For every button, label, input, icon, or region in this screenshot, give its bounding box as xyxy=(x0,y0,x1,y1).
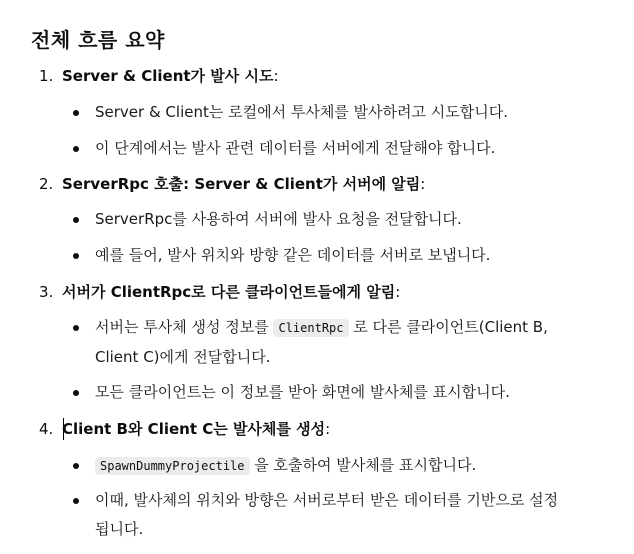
step-title: 서버가 ClientRpc로 다른 클라이언트들에게 알림 xyxy=(62,283,396,301)
bullet-text: 이 단계에서는 발사 관련 데이터를 서버에게 전달해야 합니다. xyxy=(95,139,496,157)
inline-code: ClientRpc xyxy=(273,319,348,337)
bullet-dot xyxy=(73,498,79,504)
bullet-text: 이때, 발사체의 위치와 방향은 서버로부터 받은 데이터를 기반으로 설정 됩니다. xyxy=(95,491,559,538)
bullet-text: SpawnDummyProjectile 을 호출하여 발사체를 표시합니다. xyxy=(95,451,610,481)
bullet-dot xyxy=(73,390,79,396)
step-number: 3. xyxy=(39,283,54,301)
bullet-text: Server & Client는 로컬에서 투사체를 발사하려고 시도합니다. xyxy=(95,103,508,121)
bullet-dot xyxy=(73,217,79,223)
bullet-text: 모든 클라이언트는 이 정보를 받아 화면에 발사체를 표시합니다. xyxy=(95,383,510,401)
bullet-text: ServerRpc를 사용하여 서버에 발사 요청을 전달합니다. xyxy=(95,210,462,228)
bullet-text: 예를 들어, 발사 위치와 방향 같은 데이터를 서버로 보냅니다. xyxy=(95,246,491,264)
bullet-text: 서버는 투사체 생성 정보를 ClientRpc 로 다른 클라이언트(Client B, Client C)에게 전달합니다. xyxy=(95,318,548,366)
section-title: 전체 흐름 요약 xyxy=(31,28,165,52)
step-number: 2. xyxy=(39,175,54,193)
summary-document: 전체 흐름 요약 1. Server & Client가 발사 시도: Server & Client는 로컬에서 투사체를 발사하려고 시도합니다. 이 단계에서는 발사 관련 데이터를 서버에게 전달해야 합니다. 2. ServerRpc 호출: Server & Client가 서버에 알림: ServerRpc를 사용하여 서버에 발사 요청을 전달합니다. 예를 들어, 발사 위치와 방향 같은 데이터를 서버로 보냅니다. 3. 서버가 ClientRpc로 다른 클라이언트들에게 알림: 서버는 투사체 생성 정보를 ClientRpc 로 다른 클라이언트(Client B, Client C)에게 전달합니다. 모든 클라이언트는 이 정보를 받아 화면에 발사체를 표시합니다. 4. Client B와 Client C는 발사체를 생성: SpawnDummyProjectile 을 호출하여 발사체를 표시합니다. 이때, 발사체의 위치와 방향은 서버로부터 받은 데이터를 기반으로 설정 됩니다. xyxy=(0,0,634,554)
bullet-dot xyxy=(73,253,79,259)
step-title: Server & Client가 발사 시도 xyxy=(62,67,274,85)
bullet-dot xyxy=(73,146,79,152)
step-number: 4. xyxy=(39,420,54,438)
step-number: 1. xyxy=(39,67,54,85)
bullet-dot xyxy=(73,463,79,469)
bullet-dot xyxy=(73,325,79,331)
bullet-dot xyxy=(73,110,79,116)
step-title: ServerRpc 호출: Server & Client가 서버에 알림 xyxy=(62,175,421,193)
inline-code: SpawnDummyProjectile xyxy=(95,457,250,475)
step-title: Client B와 Client C는 발사체를 생성 xyxy=(62,420,326,438)
